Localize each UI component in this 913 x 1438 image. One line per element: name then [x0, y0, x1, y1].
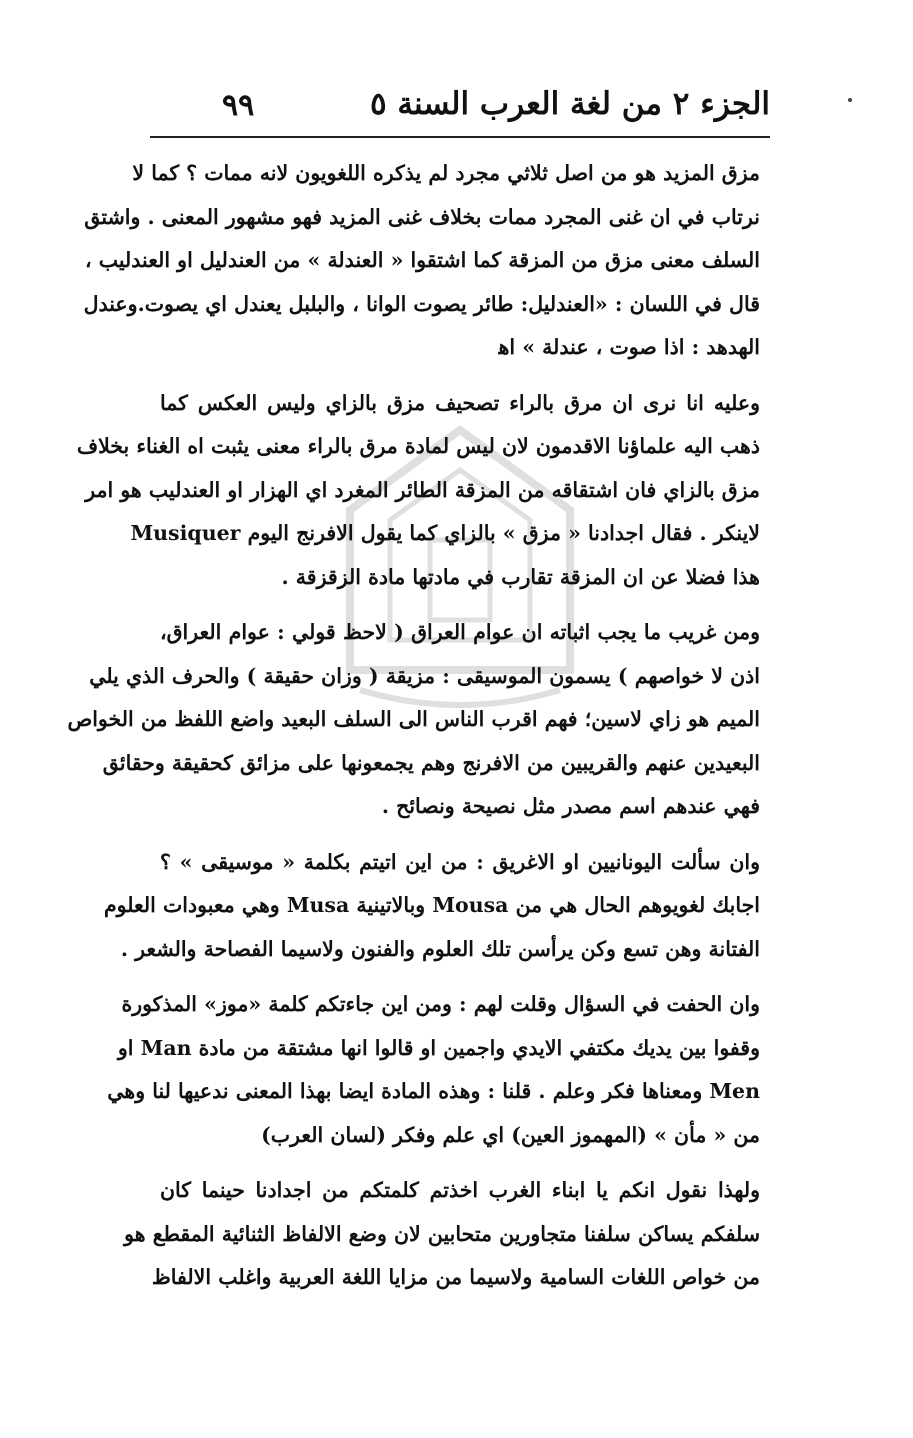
paragraph — [67, 611, 760, 829]
text-line: وقفوا بين يديك مكتفي الايدي واجمين او قالوا انها مشتقة من مادة Man او — [117, 1035, 760, 1060]
text-line: قال في اللسان : «العندليل: طائر يصوت الوانا ، والبلبل يعندل اي يصوت.وعندل — [83, 291, 760, 316]
text-line: ولهذا نقول انكم يا ابناء الغرب اخذتم كلمتكم من اجدادنا حينما كان — [160, 1178, 760, 1202]
paragraph — [107, 983, 760, 1157]
text-line: الهدهد : اذا صوت ، عندلة » اﻫ — [498, 335, 760, 359]
text-line: ذهب اليه علماؤنا الاقدمون لان ليس لمادة مرق بالراء معنى يثبت اه الغناء بخلاف — [76, 434, 760, 458]
text-line: من خواص اللغات السامية ولاسيما من مزايا اللغة العربية واغلب الالفاظ — [151, 1265, 760, 1289]
page-number: ٩٩ — [222, 88, 255, 123]
text-line: وان الحفت في السؤال وقلت لهم : ومن اين جاءتكم كلمة «موز» المذكورة — [121, 992, 760, 1016]
text-line: لاينكر . فقال اجدادنا « مزق » بالزاي كما يقول الافرنج اليوم Musiquer — [130, 521, 760, 545]
text-line: مزق المزيد هو من اصل ثلاثي مجرد لم يذكره اللغويون لانه ممات ؟ كما لا — [132, 161, 760, 185]
scan-speck — [848, 98, 852, 102]
text-line: هذا فضلا عن ان المزقة تقارب في مادتها مادة الزقزقة . — [281, 564, 760, 589]
text-line: الميم هو زاي لاسين؛ فهم اقرب الناس الى السلف البعيد واضع اللفظ من الخواص — [67, 707, 760, 731]
paragraph — [124, 1169, 760, 1300]
text-line: وعليه انا نرى ان مرق بالراء تصحيف مزق بالزاي وليس العكس كما — [160, 390, 760, 415]
text-line: الفتانة وهن تسع وكن يرأسن تلك العلوم والفنون ولاسيما الفصاحة والشعر . — [120, 936, 760, 961]
paragraph — [103, 841, 760, 972]
page-header — [150, 80, 770, 138]
article-body — [67, 152, 760, 1312]
text-line: اذن لا خواصهم ) يسمون الموسيقى : مزيقة ( وزان حقيقة ) والحرف الذي يلي — [89, 663, 760, 688]
text-line: سلفكم يساكن سلفنا متجاورين متحابين لان وضع الالفاظ الثنائية المقطع هو — [124, 1221, 760, 1246]
text-line: ومن غريب ما يجب اثباته ان عوام العراق ( لاحظ قولي : عوام العراق، — [160, 620, 760, 644]
text-line: من « مأن » (المهموز العين) اي علم وفكر (لسان العرب) — [261, 1122, 760, 1147]
text-line: البعيدين عنهم والقريبين من الافرنج وهم يجمعونها على مزائق كحقيقة وحقائق — [102, 750, 760, 775]
text-line: وان سألت اليونانيين او الاغريق : من اين اتيتم بكلمة « موسيقى » ؟ — [160, 849, 760, 874]
text-line: Men ومعناها فكر وعلم . قلنا : وهذه المادة ايضا بهذا المعنى ندعيها لنا وهي — [107, 1079, 760, 1103]
text-line: فهي عندهم اسم مصدر مثل نصيحة ونصائح . — [381, 794, 760, 818]
paragraph — [76, 382, 760, 600]
text-line: نرتاب في ان غنى المجرد ممات بخلاف غنى المزيد فهو مشهور المعنى . واشتق — [84, 204, 760, 229]
paragraph — [83, 152, 760, 370]
text-line: مزق بالزاي فان اشتقاقه من المزقة الطائر المغرد اي الهزار او العندليب هو امر — [85, 477, 760, 502]
running-title: الجزء ٢ من لغة العرب السنة ٥ — [369, 86, 770, 122]
text-line: اجابك لغويوهم الحال هي من Mousa وبالاتينية Musa وهي معبودات العلوم — [103, 893, 760, 917]
text-line: السلف معنى مزق من المزقة كما اشتقوا « العندلة » من العندليل او العندليب ، — [84, 248, 760, 272]
